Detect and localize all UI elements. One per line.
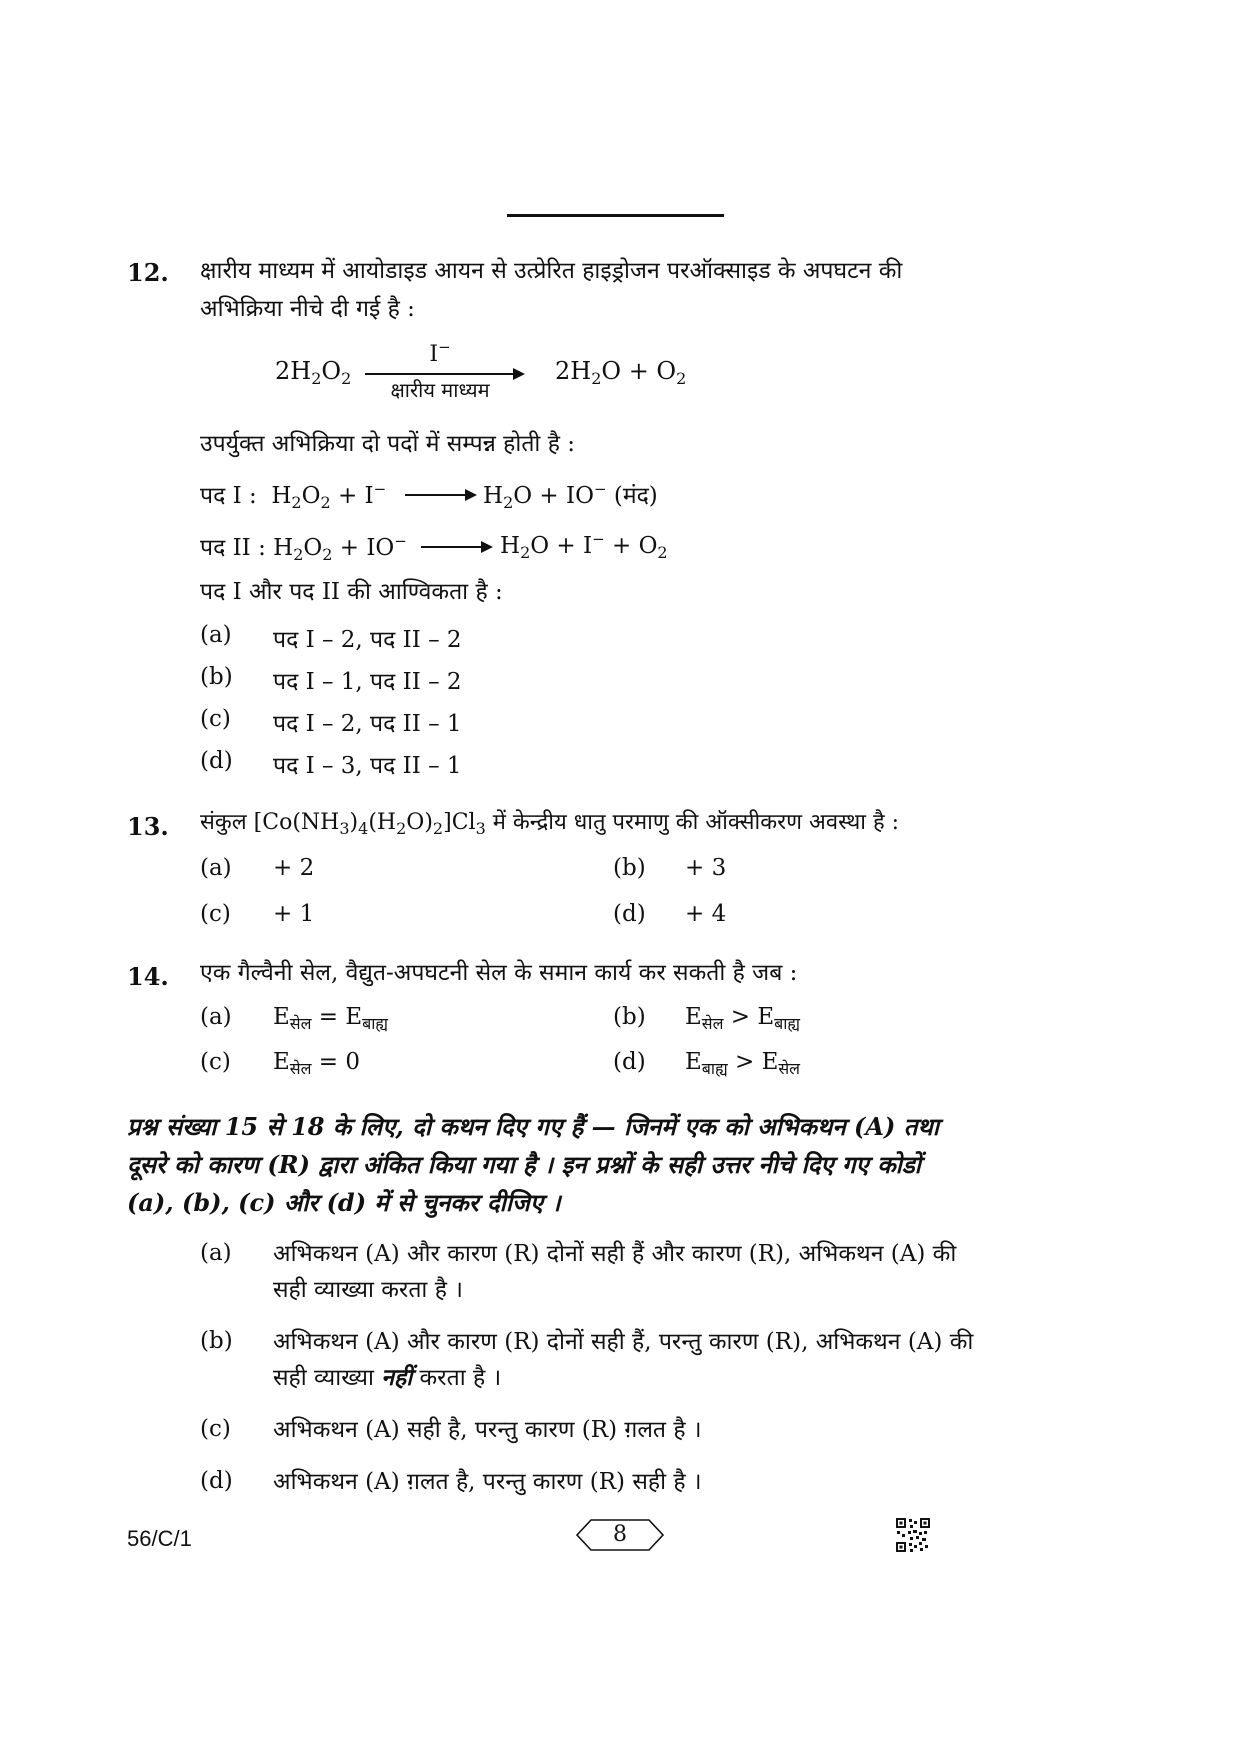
instructions-line3: (a), (b), (c) और (d) में से चुनकर दीजिए । [127, 1188, 561, 1217]
ar-option-c: अभिकथन (A) सही है, परन्तु कारण (R) ग़लत है । [273, 1417, 702, 1443]
ar-option-b-letter: (b) [200, 1328, 233, 1354]
q13-option-a: + 2 [273, 855, 315, 881]
q14-option-a: $E_{सेल} = E_{बाह्य}$ [273, 1004, 389, 1033]
q13-option-b: + 3 [685, 855, 727, 881]
q14-option-b-letter: (b) [613, 1004, 646, 1030]
q14-option-d-letter: (d) [613, 1049, 646, 1075]
q12-steps-intro: उपर्युक्त अभिक्रिया दो पदों में सम्पन्न होती है : [200, 431, 575, 457]
instructions-line1: प्रश्न संख्या 15 से 18 के लिए, दो कथन दिए गए हैं — जिनमें एक को अभिकथन (A) तथा [127, 1112, 939, 1141]
exam-page: 12. क्षारीय माध्यम में आयोडाइड आयन से उत्प्रेरित हाइड्रोजन परऑक्साइड के अपघटन की अभिक्रिया नीचे दी गई है : $2H_2O_2$ I− क्षारीय माध्यम $2H_2O + O_2$ उपर्युक्त अभिक्रिया दो पदों में सम्पन्न होती है : पद I : $H_2O_2 + I^-$ $H_2O + IO^-$ (मंद) पद II : $H_2O_2 + IO^-$ $H_2O + I^- + O_2$ पद I और पद II की आण्विकता है : (a) पद I – 2, पद II – 2 (b) पद I – 1, पद II – 2 (c) पद I – 2, पद II – 1 (d) पद I – 3, पद II – 1 13. संकुल $[Co(NH_3)_4(H_2O)_2]Cl_3$ में केन्द्रीय धातु परमाणु की ऑक्सीकरण अवस्था है : (a) + 2 (b) + 3 (c) + 1 (d) + 4 14. एक गैल्वैनी सेल, वैद्युत-अपघटनी सेल के समान कार्य कर सकती है जब : (a) $E_{सेल} = E_{बाह्य}$ (b) $E_{सेल} > E_{बाह्य}$ (c) $E_{सेल} = 0$ (d) $E_{बाह्य} > E_{सेल}$ प्रश्न संख्या 15 से 18 के लिए, दो कथन दिए गए हैं — जिनमें एक को अभिकथन (A) तथा दूसरे को कारण (R) द्वारा अंकित किया गया है । इन प्रश्नों के सही उत्तर नीचे दिए गए कोडों (a), (b), (c) और (d) में से चुनकर दीजिए । (a) अभिकथन (A) और कारण (R) दोनों सही हैं और कारण (R), अभिकथन (A) की सही व्याख्या करता है । (b) अभिकथन (A) और कारण (R) दोनों सही हैं, परन्तु कारण (R), अभिकथन (A) की सही व्याख्या नहीं करता है । (c) अभिकथन (A) सही है, परन्तु कारण (R) ग़लत है । (d) अभिकथन (A) ग़लत है, परन्तु कारण (R) सही है । 56/C/1 8 [0, 0, 1241, 1755]
q12-step2-arrowhead [481, 541, 493, 553]
q12-line2: अभिक्रिया नीचे दी गई है : [200, 296, 415, 322]
q12-step2-arrow [421, 546, 483, 548]
q12-catalyst: I [429, 342, 439, 367]
q12-number: 12. [127, 258, 169, 287]
paper-code: 56/C/1 [127, 1526, 192, 1551]
ar-option-a: अभिकथन (A) और कारण (R) दोनों सही हैं और कारण (R), अभिकथन (A) की सही व्याख्या करता है । [273, 1241, 957, 1303]
q12-option-d: पद I – 3, पद II – 1 [273, 753, 462, 779]
q12-step1-products: $H_2O + IO^-$ (मंद) [483, 480, 658, 512]
q12-option-c-letter: (c) [200, 706, 231, 732]
q14-option-c-letter: (c) [200, 1049, 231, 1075]
q12-option-d-letter: (d) [200, 748, 233, 774]
q12-step2: पद II : $H_2O_2 + IO^-$ [200, 532, 407, 564]
q12-option-b: पद I – 1, पद II – 2 [273, 669, 462, 695]
ar-option-c-letter: (c) [200, 1416, 231, 1442]
q13-option-a-letter: (a) [200, 855, 232, 881]
q13-option-d: + 4 [685, 901, 727, 927]
ar-option-a-letter: (a) [200, 1240, 232, 1266]
q12-option-a-letter: (a) [200, 622, 232, 648]
q12-step1-arrow [405, 494, 467, 496]
q14-option-d: $E_{बाह्य} > E_{सेल}$ [685, 1049, 801, 1078]
q13-number: 13. [127, 812, 169, 841]
q14-text: एक गैल्वैनी सेल, वैद्युत-अपघटनी सेल के समान कार्य कर सकती है जब : [200, 960, 798, 986]
instructions [127, 1108, 1047, 1222]
q12-step1-arrowhead [465, 489, 477, 501]
top-divider [507, 214, 724, 217]
qr-code-icon [895, 1517, 931, 1553]
q13-option-c-letter: (c) [200, 901, 231, 927]
q13-option-c: + 1 [273, 901, 315, 927]
ar-option-b: अभिकथन (A) और कारण (R) दोनों सही हैं, परन्तु कारण (R), अभिकथन (A) की सही व्याख्या नहीं करता है । [273, 1329, 974, 1391]
q14-number: 14. [127, 962, 169, 991]
q12-option-a: पद I – 2, पद II – 2 [273, 627, 462, 653]
ar-option-d: अभिकथन (A) ग़लत है, परन्तु कारण (R) सही है । [273, 1469, 702, 1495]
q13-text: संकुल $[Co(NH_3)_4(H_2O)_2]Cl_3$ में केन्द्रीय धातु परमाणु की ऑक्सीकरण अवस्था है : [200, 810, 900, 838]
q12-equation-left: $2H_2O_2$ [275, 357, 352, 388]
q13-option-d-letter: (d) [613, 901, 646, 927]
q12-line1: क्षारीय माध्यम में आयोडाइड आयन से उत्प्रेरित हाइड्रोजन परऑक्साइड के अपघटन की [200, 258, 903, 284]
q12-step2-products: $H_2O + I^- + O_2$ [500, 530, 668, 562]
q14-option-b: $E_{सेल} > E_{बाह्य}$ [685, 1004, 801, 1033]
page-number-badge [575, 1518, 665, 1552]
ar-option-b-negation: नहीं [381, 1364, 413, 1391]
q12-question: पद I और पद II की आण्विकता है : [200, 579, 503, 605]
q14-option-c: $E_{सेल} = 0$ [273, 1049, 360, 1078]
ar-option-d-letter: (d) [200, 1468, 233, 1494]
page-number: 8 [613, 1522, 627, 1547]
q13-option-b-letter: (b) [613, 855, 646, 881]
q12-option-c: पद I – 2, पद II – 1 [273, 711, 462, 737]
instructions-line2: दूसरे को कारण (R) द्वारा अंकित किया गया है । इन प्रश्नों के सही उत्तर नीचे दिए गए कोडों [127, 1150, 921, 1179]
q12-condition: क्षारीय माध्यम [390, 378, 490, 402]
q12-option-b-letter: (b) [200, 664, 233, 690]
q12-step1: पद I : $H_2O_2 + I^-$ [200, 480, 387, 512]
q14-option-a-letter: (a) [200, 1004, 232, 1030]
q12-equation-right: $2H_2O + O_2$ [555, 357, 687, 388]
